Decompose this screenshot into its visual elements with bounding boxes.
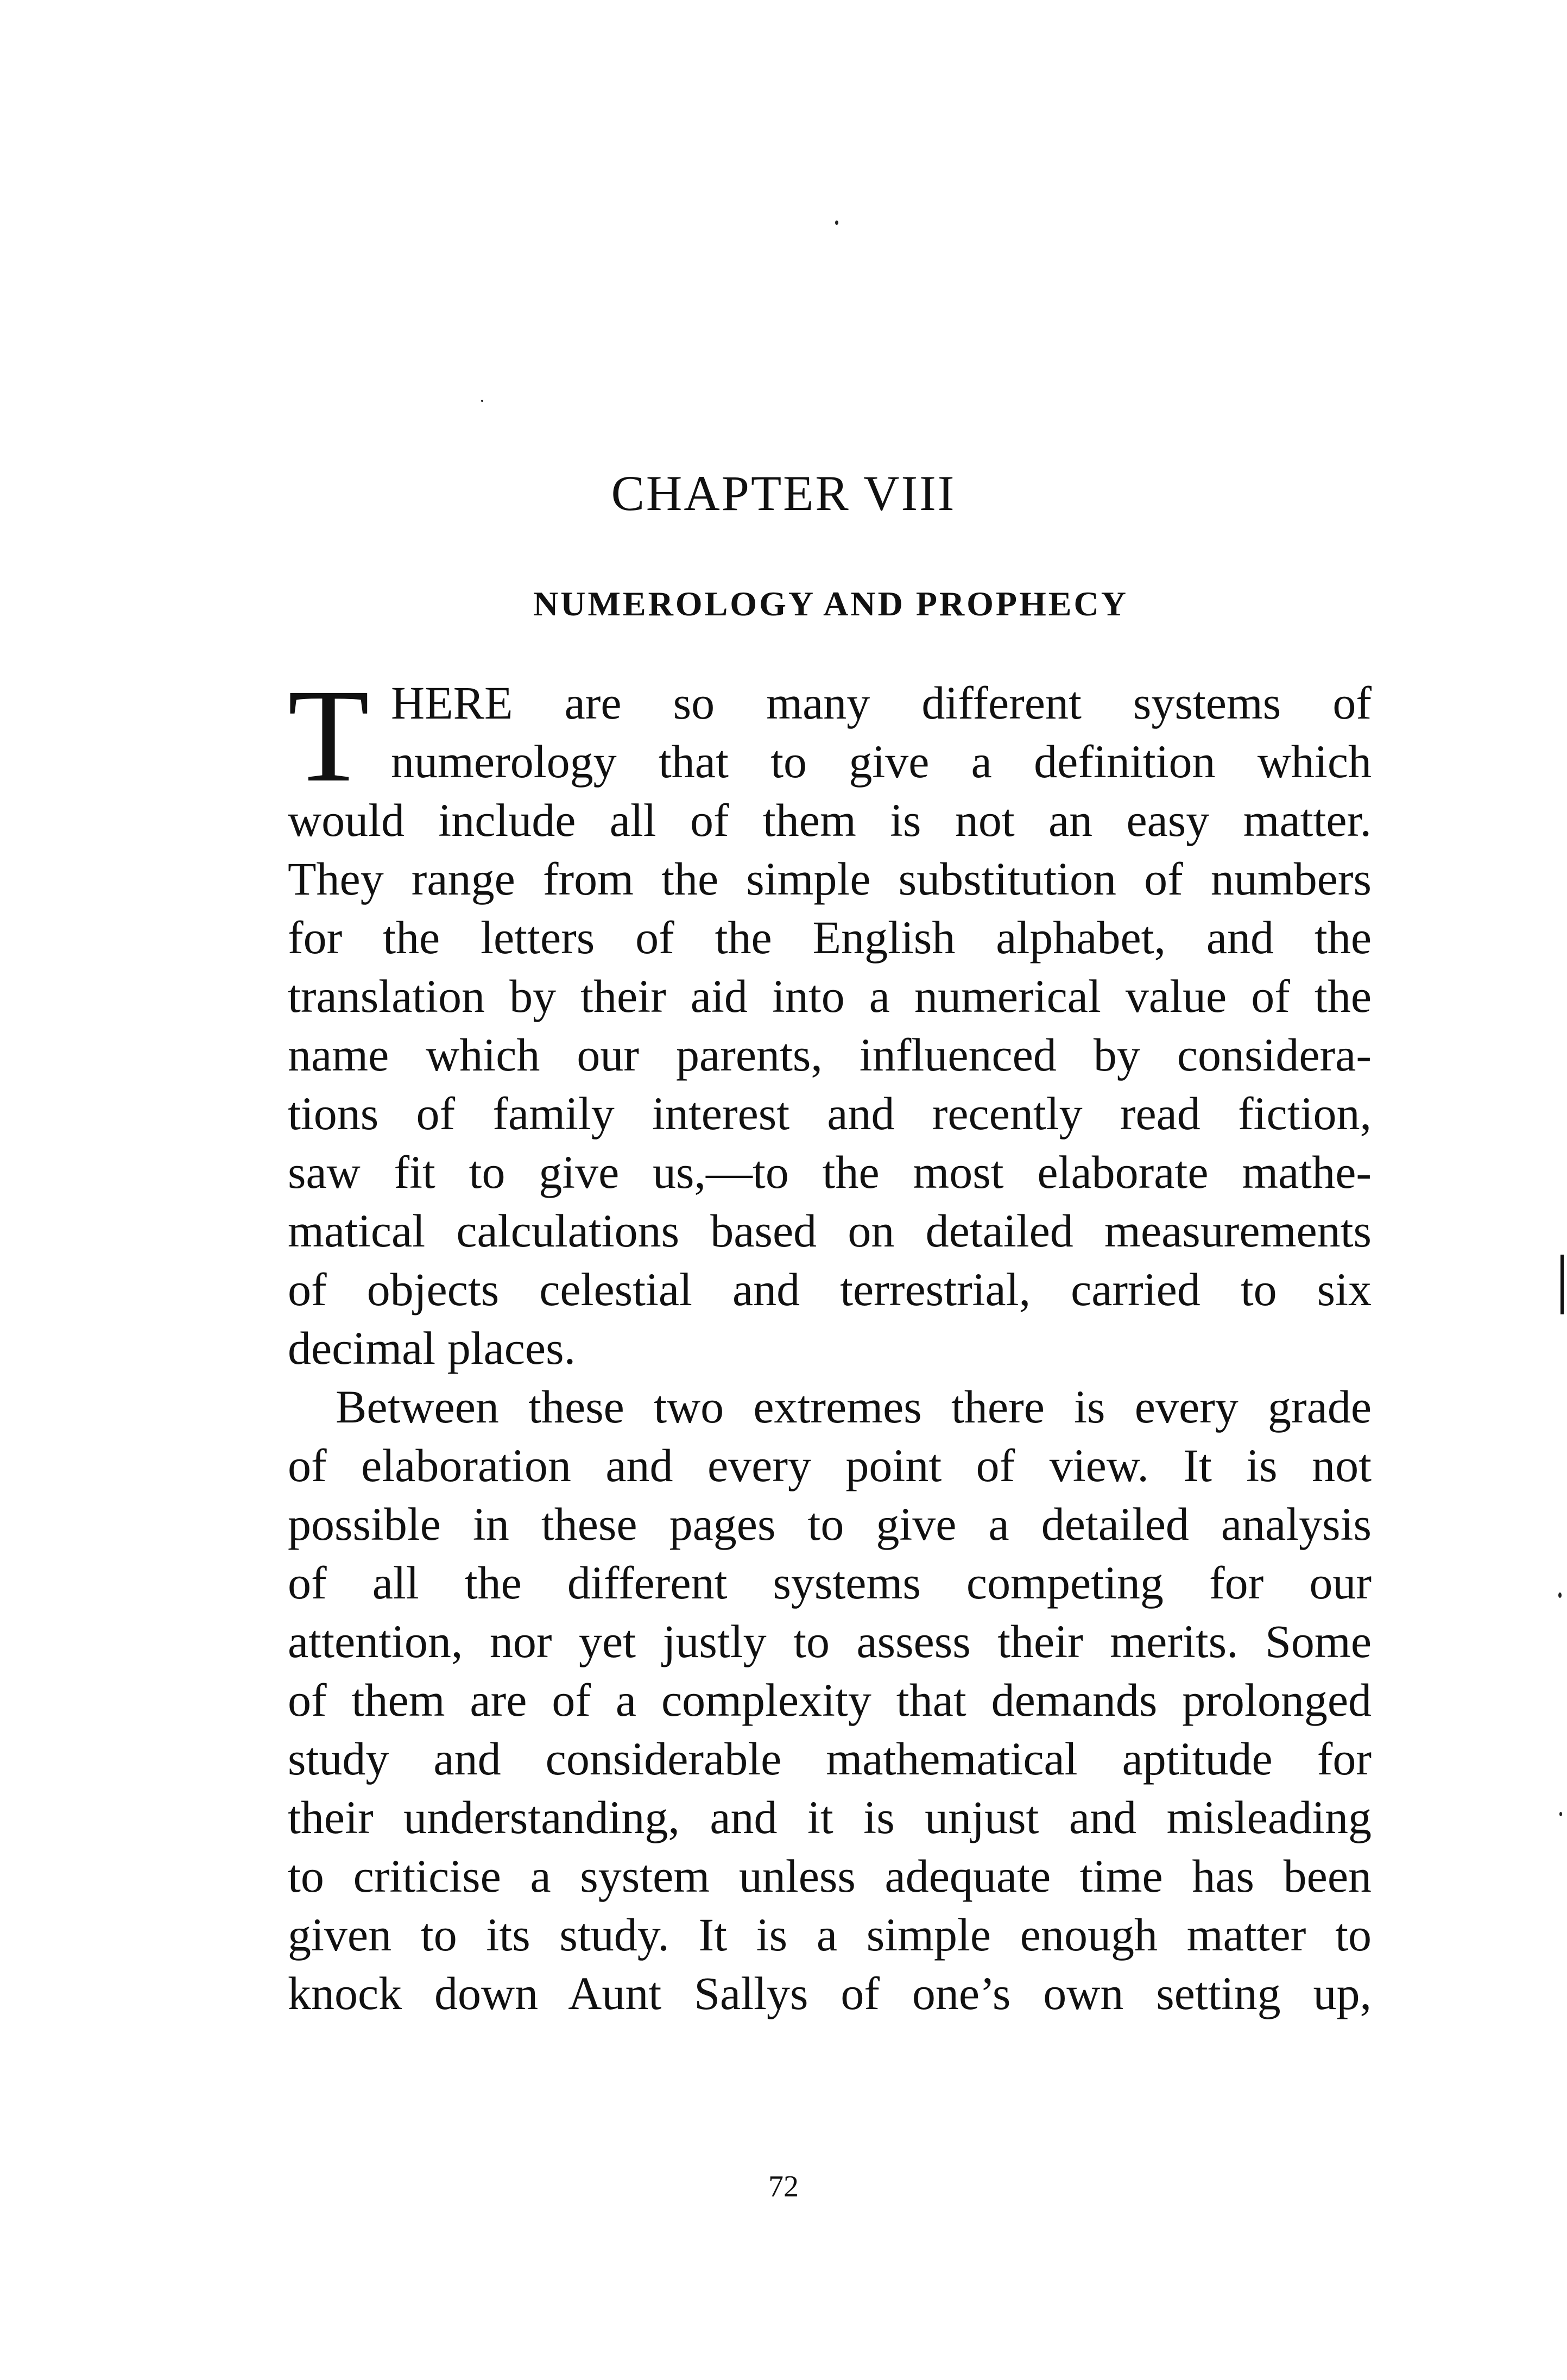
- chapter-subtitle: NUMEROLOGY AND PROPHECY: [533, 584, 1128, 623]
- text-line: knock down Aunt Sallys of one’s own setting up,: [288, 1967, 1372, 2019]
- text-line: of all the different systems competing for our: [288, 1557, 1372, 1609]
- body-text: [288, 673, 1372, 2023]
- scan-speck: [835, 221, 838, 225]
- chapter-heading: CHAPTER VIII: [611, 465, 956, 521]
- text-line: Between these two extremes there is every grade: [336, 1381, 1372, 1433]
- text-line: HERE are so many different systems of: [391, 677, 1372, 729]
- margin-mark: [1560, 1255, 1564, 1314]
- text-line: attention, nor yet justly to assess their merits. Some: [288, 1615, 1372, 1667]
- text-line: They range from the simple substitution of numbers: [288, 853, 1372, 905]
- scan-speck: [1558, 1592, 1562, 1598]
- text-line: numerology that to give a definition which: [391, 735, 1372, 788]
- text-line: translation by their aid into a numerical value of the: [288, 970, 1372, 1022]
- text-line: their understanding, and it is unjust and misleading: [288, 1791, 1372, 1843]
- scan-speck: [481, 400, 483, 402]
- text-line: matical calculations based on detailed measurements: [288, 1205, 1372, 1257]
- page-number: 72: [768, 2170, 799, 2203]
- text-line: tions of family interest and recently read fiction,: [288, 1087, 1372, 1139]
- drop-cap: T: [288, 679, 370, 796]
- text-line: possible in these pages to give a detailed analysis: [288, 1498, 1372, 1550]
- text-line: name which our parents, influenced by considera-: [288, 1029, 1372, 1081]
- text-line: of them are of a complexity that demands prolonged: [288, 1674, 1372, 1726]
- text-line: for the letters of the English alphabet, and the: [288, 911, 1372, 964]
- text-line: of objects celestial and terrestrial, carried to six: [288, 1263, 1372, 1315]
- text-line: study and considerable mathematical aptitude for: [288, 1733, 1372, 1785]
- scan-speck: [1559, 1812, 1562, 1816]
- text-line: would include all of them is not an easy matter.: [288, 794, 1372, 846]
- text-line: to criticise a system unless adequate time has been: [288, 1850, 1372, 1902]
- text-line: given to its study. It is a simple enough matter to: [288, 1909, 1372, 1961]
- text-line: saw fit to give us,—to the most elaborate mathe-: [288, 1146, 1372, 1198]
- text-line: decimal places.: [288, 1322, 576, 1374]
- text-line: of elaboration and every point of view. It is not: [288, 1439, 1372, 1491]
